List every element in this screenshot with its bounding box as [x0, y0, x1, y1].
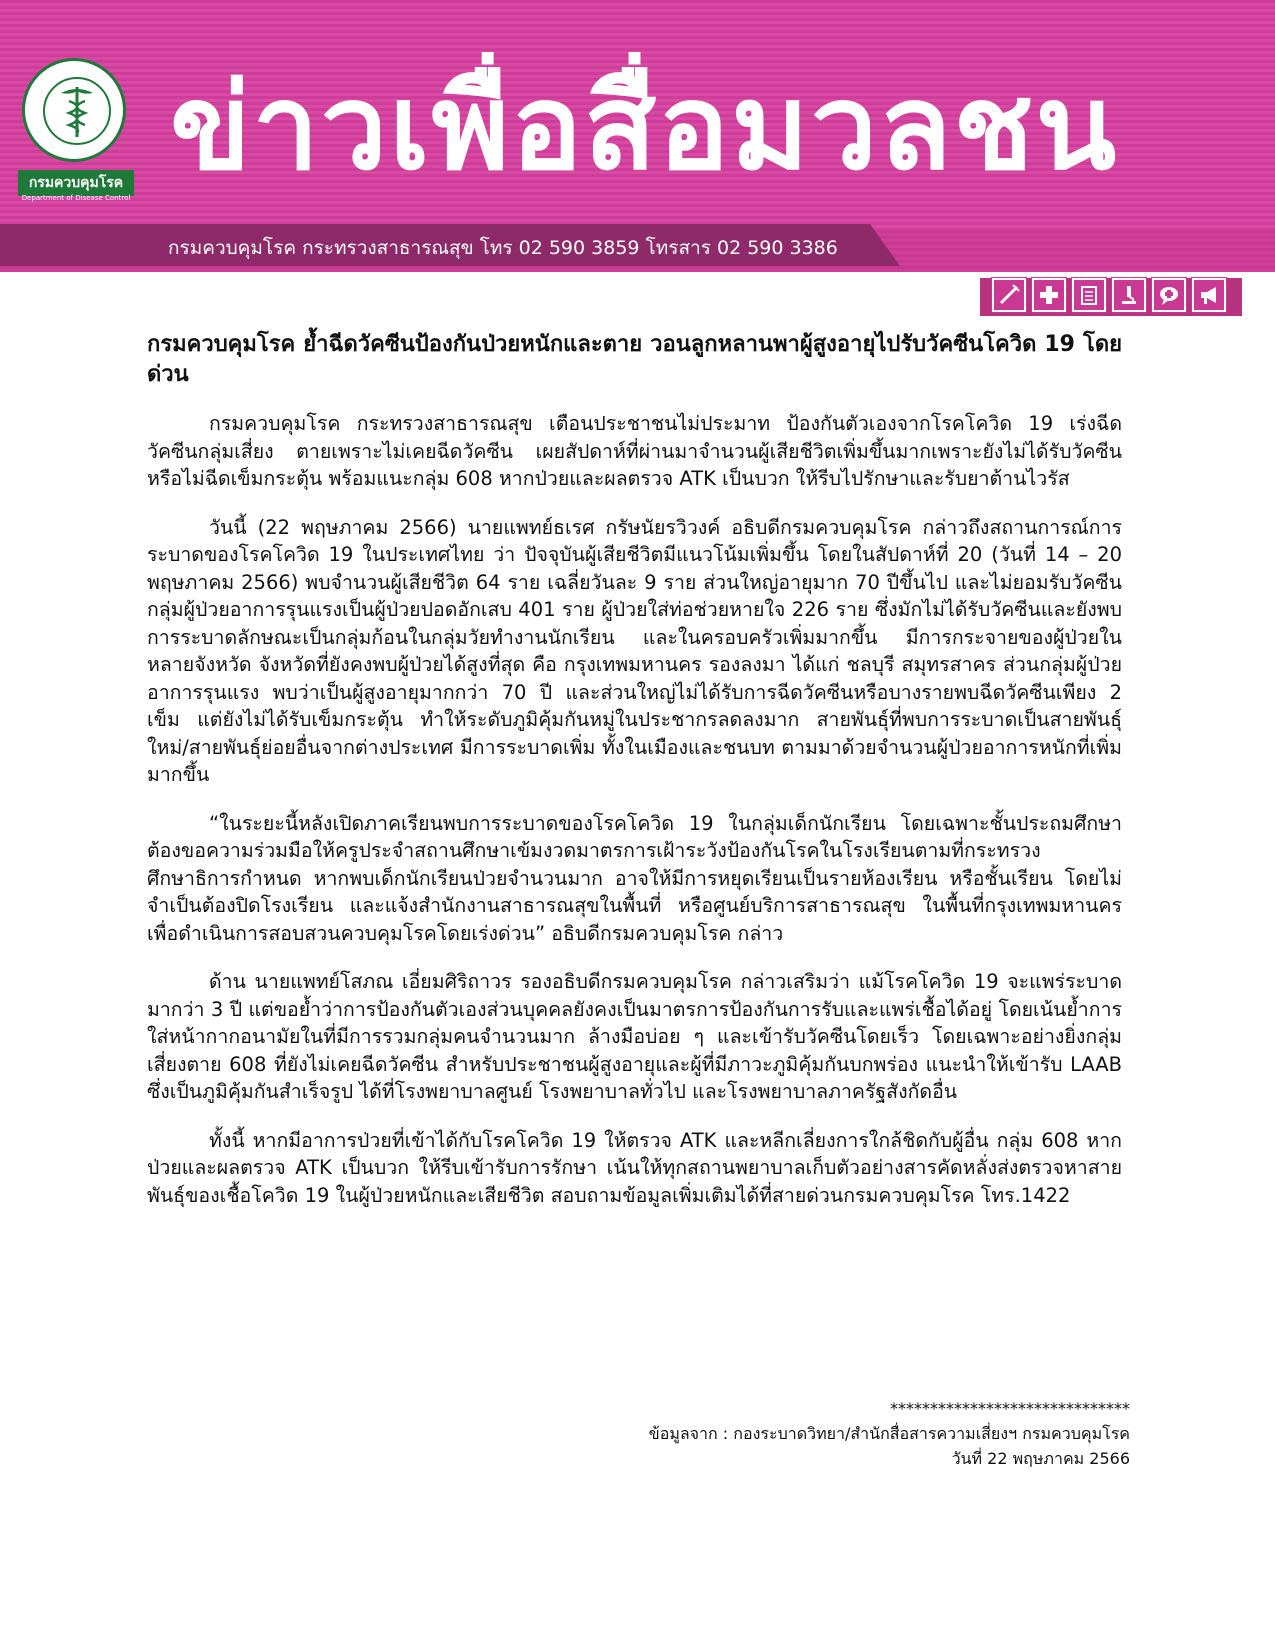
caduceus-icon: [57, 83, 97, 139]
footer-date: วันที่ 22 พฤษภาคม 2566: [951, 1449, 1130, 1468]
article-paragraph-5: ทั้งนี้ หากมีอาการป่วยที่เข้าได้กับโรคโควิด 19 ให้ตรวจ ATK และหลีกเลี่ยงการใกล้ชิดกับผู้อื่น กลุ่ม 608 หากป่วยและผลตรวจ ATK เป็นบวก ให้รีบเข้ารับการรักษา เน้นให้ทุกสถานพยาบาลเก็บตัวอย่างสารคัดหลั่งส่งตรวจหาสายพันธุ์ของเชื้อโควิด 19 ในผู้ป่วยหนักและเสียชีวิต สอบถามข้อมูลเพิ่มเติมได้ที่สายด่วนกรมควบคุมโรค โทร.1422: [147, 1128, 1122, 1207]
contact-line: กรมควบคุมโรค กระทรวงสาธารณสุข โทร 02 590 3859 โทรสาร 02 590 3386: [168, 237, 838, 259]
megaphone-icon: [1192, 278, 1226, 312]
article-paragraph-1: กรมควบคุมโรค กระทรวงสาธารณสุข เตือนประชาชนไม่ประมาท ป้องกันตัวเองจากโรคโควิด 19 เร่งฉีดวัคซีนกลุ่มเสี่ยง ตายเพราะไม่เคยฉีดวัคซีน เผยสัปดาห์ที่ผ่านมาจำนวนผู้เสียชีวิตเพิ่มขึ้นมากเพราะยังไม่ได้รับวัคซีนหรือไม่ฉีดเข็มกระตุ้น พร้อมแนะกลุ่ม 608 หากป่วยและผลตรวจ ATK เป็นบวก ให้รีบไปรักษาและรับยาต้านไวรัส: [147, 412, 1122, 490]
clipboard-icon: [1072, 278, 1106, 312]
medical-cross-icon: [1032, 278, 1066, 312]
footer-source: ข้อมูลจาก : กองระบาดวิทยา/สำนักสื่อสารความเสี่ยงฯ กรมควบคุมโรค: [648, 1424, 1130, 1443]
logo-department-name: กรมควบคุมโรค: [18, 170, 134, 196]
microscope-icon: [1112, 278, 1146, 312]
speech-bubble-icon: [1152, 278, 1186, 312]
article-body: [147, 330, 1122, 1230]
footer-divider: ******************************: [890, 1399, 1130, 1418]
article-headline: กรมควบคุมโรค ย้ำฉีดวัคซีนป้องกันป่วยหนักและตาย วอนลูกหลานพาผู้สูงอายุไปรับวัคซีนโควิด 19 โดยด่วน: [147, 332, 1122, 387]
logo-seal: [22, 58, 126, 162]
article-footer: [649, 1396, 1130, 1471]
masthead-title: ข่าวเพื่อสื่อมวลชน: [170, 58, 1119, 196]
syringe-icon: [992, 278, 1026, 312]
article-paragraph-4: ด้าน นายแพทย์โสภณ เอี่ยมศิริถาวร รองอธิบดีกรมควบคุมโรค กล่าวเสริมว่า แม้โรคโควิด 19 จะแพร่ระบาดมากว่า 3 ปี แต่ขอย้ำว่าการป้องกันตัวเองส่วนบุคคลยังคงเป็นมาตรการป้องกันการรับและแพร่เชื้อได้อยู่ โดยเน้นย้ำการใส่หน้ากากอนามัยในที่มีการรวมกลุ่มคนจำนวนมาก ล้างมือบ่อย ๆ และเข้ารับวัคซีนโดยเร็ว โดยเฉพาะอย่างยิ่งกลุ่มเสี่ยงตาย 608 ที่ยังไม่เคยฉีดวัคซีน สำหรับประชาชนผู้สูงอายุและผู้ที่มีภาวะภูมิคุ้มกันบกพร่อง แนะนำให้เข้ารับ LAAB ซึ่งเป็นภูมิคุ้มกันสำเร็จรูป ได้ที่โรงพยาบาลศูนย์ โรงพยาบาลทั่วไป และโรงพยาบาลภาครัฐสังกัดอื่น: [147, 970, 1122, 1103]
logo-department-subtitle: Department of Disease Control: [21, 194, 131, 202]
article-paragraph-3: “ในระยะนี้หลังเปิดภาคเรียนพบการระบาดของโรคโควิด 19 ในกลุ่มเด็กนักเรียน โดยเฉพาะชั้นประถมศึกษา ต้องขอความร่วมมือให้ครูประจำสถานศึกษาเข้มงวดมาตรการเฝ้าระวังป้องกันโรคในโรงเรียนตามที่กระทรวงศึกษาธิการกำหนด หากพบเด็กนักเรียนป่วยจำนวนมาก อาจให้มีการหยุดเรียนเป็นรายห้องเรียน หรือชั้นเรียน โดยไม่จำเป็นต้องปิดโรงเรียน และแจ้งสำนักงานสาธารณสุขในพื้นที่ หรือศูนย์บริการสาธารณสุข ในพื้นที่กรุงเทพมหานคร เพื่อดำเนินการสอบสวนควบคุมโรคโดยเร่งด่วน” อธิบดีกรมควบคุมโรค กล่าว: [147, 811, 1122, 945]
article-paragraph-2: วันนี้ (22 พฤษภาคม 2566) นายแพทย์ธเรศ กรัษนัยรวิวงค์ อธิบดีกรมควบคุมโรค กล่าวถึงสถานการณ์การระบาดของโรคโควิด 19 ในประเทศไทย ว่า ปัจจุบันผู้เสียชีวิตมีแนวโน้มเพิ่มขึ้น โดยในสัปดาห์ที่ 20 (วันที่ 14 – 20 พฤษภาคม 2566) พบจำนวนผู้เสียชีวิต 64 ราย เฉลี่ยวันละ 9 ราย ส่วนใหญ่อายุมาก 70 ปีขึ้นไป และไม่ยอมรับวัคซีน กลุ่มผู้ป่วยอาการรุนแรงเป็นผู้ป่วยปอดอักเสบ 401 ราย ผู้ป่วยใส่ท่อช่วยหายใจ 226 ราย ซึ่งมักไม่ได้รับวัคซีนและยังพบการระบาดลักษณะเป็นกลุ่มก้อนในกลุ่มวัยทำงานนักเรียน และในครอบครัวเพิ่มมากขึ้น มีการกระจายของผู้ป่วยในหลายจังหวัด จังหวัดที่ยังคงพบผู้ป่วยได้สูงที่สุด คือ กรุงเทพมหานคร รองลงมา ได้แก่ ชลบุรี สมุทรสาคร ส่วนกลุ่มผู้ป่วยอาการรุนแรง พบว่าเป็นผู้สูงอายุมากกว่า 70 ปี และส่วนใหญ่ไม่ได้รับการฉีดวัคซีนหรือบางรายพบฉีดวัคซีนเพียง 2 เข็ม แต่ยังไม่ได้รับเข็มกระตุ้น ทำให้ระดับภูมิคุ้มกันหมู่ในประชากรลดลงมาก สายพันธุ์ที่พบการระบาดเป็นสายพันธุ์ใหม่/สายพันธุ์ย่อยอื่นจากต่างประเทศ มีการระบาดเพิ่ม ทั้งในเมืองและชนบท ตามมาด้วยจำนวนผู้ป่วยอาการหนักที่เพิ่มมากขึ้น: [147, 515, 1122, 786]
ministry-logo: [18, 58, 134, 210]
icon-row: [992, 278, 1226, 314]
